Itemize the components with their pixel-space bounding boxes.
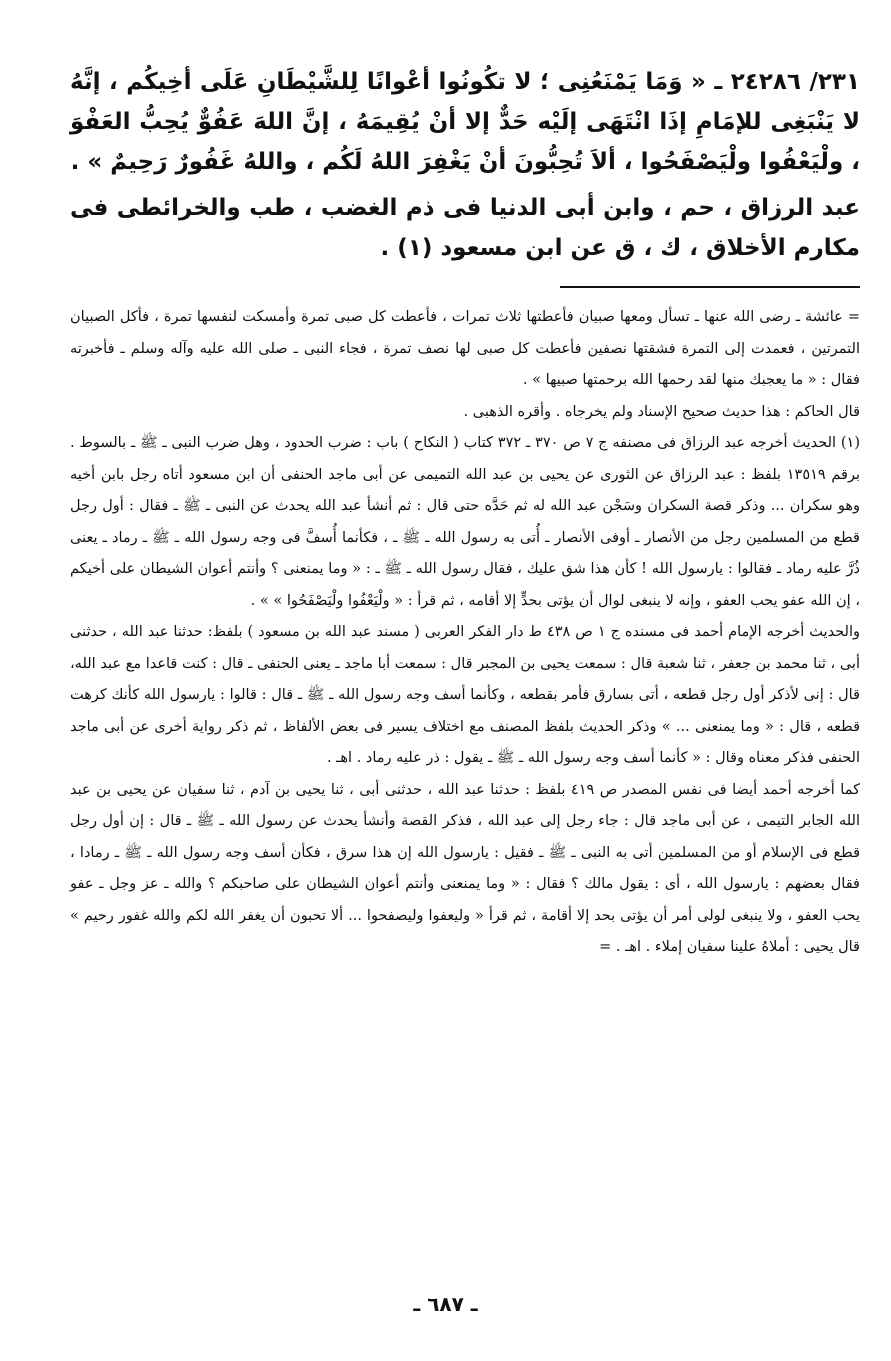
footnote-1: (١) الحديث أخرجه عبد الرزاق فى مصنفه ج ٧ ص ٣٧٠ ـ ٣٧٢ كتاب ( النكاح ) باب : ضرب الحدود ، وهل ضرب النبى ـ ﷺ ـ بالسوط . برقم ١٣٥١٩ بلفظ : عبد الرزاق عن الثورى عن يحيى بن عبد الله التميمى عن أبى ماجد الحنفى أن ابن مسعود أتاه رجل بابن أخيه وهو سكران ... وذكر قصة السكران وسَجْن عبد الله له ثم حَدَّه حتى قال : ثم أنشأ عبد الله يحدث عن النبى ـ ﷺ ـ فقال : أول رجل قطع من المسلمين رجل من الأنصار ـ أوفى الأنصار ـ أُتى به رسول الله ـ ﷺ ـ ، فكأنما أُسفَّ فى وجه رسول الله ـ ﷺ ـ رماد ـ يعنى ذُرَّ عليه رماد ـ فقالوا : يارسول الله ! كأن هذا شق عليك ، فقال رسول الله ـ ﷺ ـ : « وما يمنعنى ؟ وأنتم أعوان الشيطان على أخيكم ، إن الله عفو يحب العفو ، وإنه لا ينبغى لوال أن يؤتى بحدٍّ إلا أقامه ، ثم قرأ : « ولْيَعْفُوا ولْيَصْفَحُوا » » . <box>70 435 860 609</box>
hadith-sources: عبد الرزاق ، حم ، وابن أبى الدنيا فى ذم الغضب ، طب والخرائطى فى مكارم الأخلاق ، ك ، ق عن ابن مسعود (١) . <box>70 195 860 261</box>
page-body <box>70 62 860 964</box>
footnote-separator <box>560 286 860 288</box>
footnote-continuation: = عائشة ـ رضى الله عنها ـ تسأل ومعها صبيان فأعطتها ثلاث تمرات ، فأعطت كل صبى تمرة وأمسكت لنفسها تمرة ، فأكل الصبيان التمرتين ، فعمدت إلى التمرة فشقتها نصفين فأعطت كل صبى لها نصف تمرة ، فجاء النبى ـ صلى الله عليه وآله وسلم ـ فأخبرته فقال : « ما يعجبك منها لقد رحمها الله برحمتها صبيها » . <box>70 309 860 388</box>
footnote-ahmad: والحديث أخرجه الإمام أحمد فى مسنده ج ١ ص ٤٣٨ ط دار الفكر العربى ( مسند عبد الله بن مسعود ) بلفظ: حدثنا عبد الله ، حدثنى أبى ، ثنا محمد بن جعفر ، ثنا شعبة قال : سمعت يحيى بن المجبر قال : سمعت أبا ماجد ـ يعنى الحنفى ـ قال : كنت قاعدا مع عبد الله، قال : إنى لأذكر أول رجل قطعه ، أتى بسارق فأمر بقطعه ، وكأنما أسف وجه رسول الله ـ ﷺ ـ قال : قالوا : يارسول الله كأنك كرهت قطعه ، قال : « وما يمنعنى ... » وذكر الحديث بلفظ المصنف مع اختلاف يسير فى بعض الألفاظ ، ثم ذكر رواية أخرى عن أبى ماجد الحنفى فذكر معناه وقال : « كأنما أسف وجه رسول الله ـ ﷺ ـ يقول : ذر عليه رماد . اهـ . <box>70 624 861 766</box>
footnote-hakim: قال الحاكم : هذا حديث صحيح الإسناد ولم يخرجاه . وأقره الذهبى . <box>463 403 860 420</box>
page-number: ـ ٦٨٧ ـ <box>413 1292 478 1316</box>
footnotes <box>70 302 860 964</box>
footnote-ahmad-second: كما أخرجه أحمد أيضا فى نفس المصدر ص ٤١٩ بلفظ : حدثنا عبد الله ، حدثنى أبى ، ثنا يحيى بن آدم ، ثنا سفيان عن يحيى بن عبد الله الجابر التيمى ، عن أبى ماجد قال : جاء رجل إلى عبد الله ، فذكر القصة وأنشأ يحدث عن رسول الله ـ ﷺ ـ قال : إن أول رجل قطع فى الإسلام أو من المسلمين أتى به النبى ـ ﷺ ـ فقيل : يارسول الله إن هذا سرق ، فكأن أسف وجه رسول الله ـ ﷺ ـ رمادا ، فقال بعضهم : يارسول الله ، أى : يقول مالك ؟ فقال : « وما يمنعنى وأنتم أعوان الشيطان على صاحبكم ؟ والله ـ عز وجل ـ عفو يحب العفو ، ولا ينبغى لولى أمر أن يؤتى بحد إلا أقامة ، ثم قرأ « وليعفوا وليصفحوا ... ألا تحبون أن يغفر الله لكم والله غفور رحيم » قال يحيى : أملاهُ علينا سفيان إملاء . اهـ . = <box>70 781 860 955</box>
hadith-text: ٢٣١/ ٢٤٢٨٦ ـ « وَمَا يَمْنَعُنِى ؛ لا تكُونُوا أعْوانًا لِلشَّيْطَانِ عَلَى أخِيكُم ، إنَّهُ لا يَنْبَغِى للإمَامِ إذَا انْتَهَى إلَيْه حَدٌّ إلا أنْ يُقِيمَهُ ، إنَّ اللهَ عَفُوٌّ يُحِبُّ العَفْوَ ، ولْيَعْفُوا ولْيَصْفَحُوا ، ألاَ تُحِبُّونَ أنْ يَغْفِرَ اللهُ لَكُم ، واللهُ غَفُورٌ رَحِيمٌ » . <box>70 69 861 175</box>
